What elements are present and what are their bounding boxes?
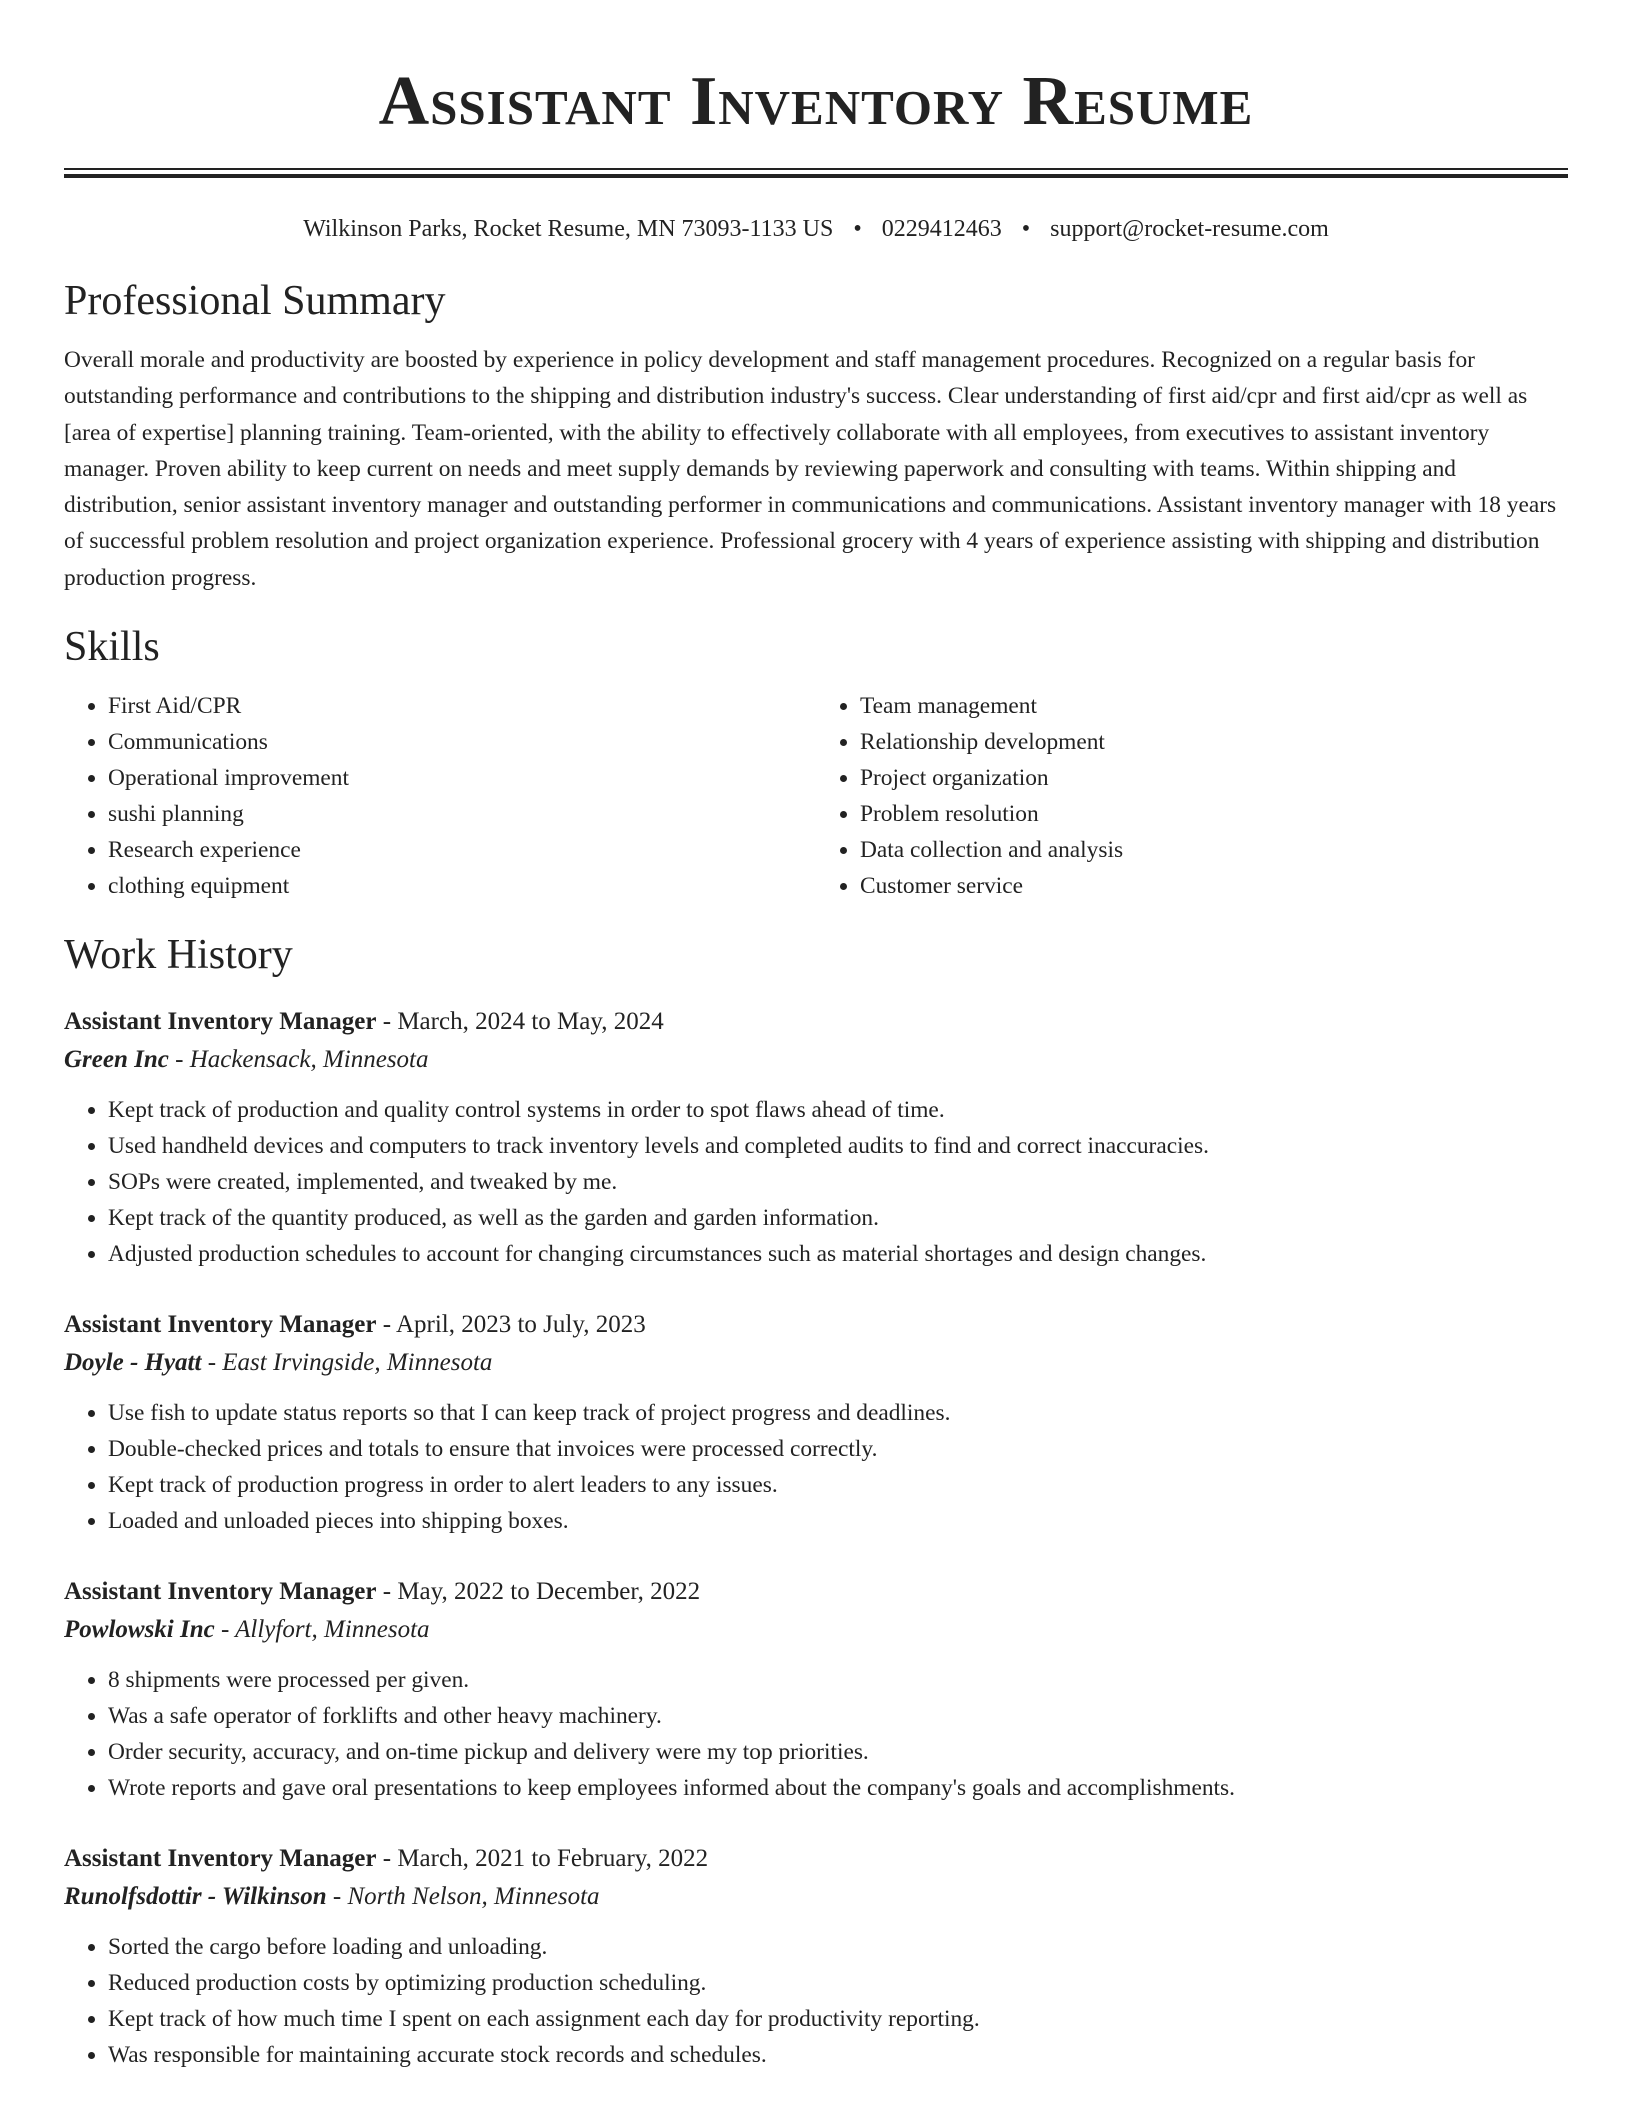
job-dash: - — [376, 1008, 398, 1036]
job-company: Powlowski Inc — [64, 1616, 215, 1644]
skills-columns — [64, 688, 1568, 904]
job-bullet: • Kept track of the quantity produced, as well as the garden and garden information. — [108, 1200, 1568, 1236]
job-location: Hackensack, Minnesota — [189, 1046, 429, 1074]
job-bullet: • Double-checked prices and totals to ensure that invoices were processed correctly. — [108, 1431, 1568, 1467]
job-bullet: • Kept track of how much time I spent on each assignment each day for productivity reporting. — [108, 2001, 1568, 2037]
skill-item: • Relationship development — [860, 724, 1568, 760]
contact-line — [64, 214, 1568, 244]
job-dash: - — [376, 1845, 398, 1873]
job-bullet: • Used handheld devices and computers to track inventory levels and completed audits to find and correct inaccuracies. — [108, 1128, 1568, 1164]
contact-address: Wilkinson Parks, Rocket Resume, MN 73093-1133 US — [303, 216, 834, 242]
skill-item: • Operational improvement — [108, 760, 816, 796]
job-employer — [64, 1610, 1568, 1650]
skills-list-left — [64, 688, 816, 904]
contact-separator: • — [853, 216, 862, 242]
skills-list-right — [816, 688, 1568, 904]
job-entry — [64, 1307, 1568, 1539]
job-dash: - — [168, 1046, 190, 1074]
skill-item: • Communications — [108, 724, 816, 760]
job-bullet: • Reduced production costs by optimizing production scheduling. — [108, 1965, 1568, 2001]
job-bullet: • Use fish to update status reports so that I can keep track of project progress and deadlines. — [108, 1395, 1568, 1431]
job-employer — [64, 1877, 1568, 1917]
job-dates: April, 2023 to July, 2023 — [395, 1311, 646, 1339]
skill-item: • First Aid/CPR — [108, 688, 816, 724]
professional-summary-section — [64, 276, 1568, 596]
job-location: North Nelson, Minnesota — [347, 1883, 600, 1911]
skills-section — [64, 622, 1568, 904]
job-bullet: • SOPs were created, implemented, and tweaked by me. — [108, 1164, 1568, 1200]
job-header — [64, 1841, 1568, 1877]
job-bullet: • 8 shipments were processed per given. — [108, 1662, 1568, 1698]
job-company: Runolfsdottir - Wilkinson — [64, 1883, 327, 1911]
job-bullet: • Was a safe operator of forklifts and other heavy machinery. — [108, 1698, 1568, 1734]
job-bullet: • Sorted the cargo before loading and unloading. — [108, 1929, 1568, 1965]
summary-text: Overall morale and productivity are boosted by experience in policy development and staff management procedures. Recognized on a regular basis for outstanding performance and contributions to the shipping and distribution industry's success. Clear understanding of first aid/cpr and first aid/cpr as well as [area of expertise] planning training. Team-oriented, with the ability to effectively collaborate with all employees, from executives to assistant inventory manager. Proven ability to keep current on needs and meet supply demands by reviewing paperwork and consulting with teams. Within shipping and distribution, senior assistant inventory manager and outstanding performer in communications and communications. Assistant inventory manager with 18 years of successful problem resolution and project organization experience. Professional grocery with 4 years of experience assisting with shipping and distribution production progress. — [64, 347, 1557, 591]
job-role: Assistant Inventory Manager — [64, 1578, 377, 1606]
job-entry — [64, 1574, 1568, 1806]
skill-item: • Problem resolution — [860, 796, 1568, 832]
section-heading-skills: Skills — [64, 624, 160, 671]
job-bullet: • Wrote reports and gave oral presentations to keep employees informed about the company's goals and accomplishments. — [108, 1770, 1568, 1806]
section-heading-work-history: Work History — [64, 932, 293, 979]
job-bullets — [64, 1662, 1568, 1806]
job-bullets — [64, 1929, 1568, 2073]
job-dash: - — [326, 1883, 348, 1911]
job-bullet: • Loaded and unloaded pieces into shipping boxes. — [108, 1503, 1568, 1539]
job-entry — [64, 1841, 1568, 2073]
job-role: Assistant Inventory Manager — [64, 1008, 377, 1036]
skill-item: • clothing equipment — [108, 868, 816, 904]
job-company: Doyle - Hyatt — [64, 1349, 202, 1377]
job-header — [64, 1307, 1568, 1343]
title-divider — [64, 168, 1568, 178]
work-history-section — [64, 930, 1568, 2073]
job-bullet: • Order security, accuracy, and on-time pickup and delivery were my top priorities. — [108, 1734, 1568, 1770]
job-role: Assistant Inventory Manager — [64, 1845, 377, 1873]
job-dates: March, 2021 to February, 2022 — [397, 1845, 709, 1873]
resume-title: Assistant Inventory Resume — [378, 63, 1254, 140]
job-dash: - — [376, 1311, 396, 1339]
job-bullets — [64, 1092, 1568, 1272]
job-entry — [64, 1004, 1568, 1272]
job-dash: - — [201, 1349, 223, 1377]
job-employer — [64, 1343, 1568, 1383]
job-bullet: • Kept track of production progress in order to alert leaders to any issues. — [108, 1467, 1568, 1503]
job-bullet: • Kept track of production and quality control systems in order to spot flaws ahead of time. — [108, 1092, 1568, 1128]
job-role: Assistant Inventory Manager — [64, 1311, 377, 1339]
job-header — [64, 1004, 1568, 1040]
job-location: East Irvingside, Minnesota — [222, 1349, 493, 1377]
contact-separator: • — [1021, 216, 1031, 242]
contact-phone: 0229412463 — [881, 216, 1002, 242]
job-dash: - — [376, 1578, 398, 1606]
job-header — [64, 1574, 1568, 1610]
skill-item: • Data collection and analysis — [860, 832, 1568, 868]
job-bullet: • Adjusted production schedules to account for changing circumstances such as material shortages and design changes. — [108, 1236, 1568, 1272]
job-dates: March, 2024 to May, 2024 — [397, 1008, 664, 1036]
skill-item: • Customer service — [860, 868, 1568, 904]
skill-item: • sushi planning — [108, 796, 816, 832]
job-location: Allyfort, Minnesota — [235, 1616, 430, 1644]
section-heading-summary: Professional Summary — [64, 278, 446, 324]
job-dates: May, 2022 to December, 2022 — [397, 1578, 701, 1606]
job-bullet: • Was responsible for maintaining accurate stock records and schedules. — [108, 2037, 1568, 2073]
job-company: Green Inc — [64, 1046, 169, 1074]
job-employer — [64, 1040, 1568, 1080]
job-dash: - — [214, 1616, 236, 1644]
job-bullets — [64, 1395, 1568, 1539]
contact-email: support@rocket-resume.com — [1050, 216, 1329, 242]
skill-item: • Project organization — [860, 760, 1568, 796]
skill-item: • Research experience — [108, 832, 816, 868]
skill-item: • Team management — [860, 688, 1568, 724]
